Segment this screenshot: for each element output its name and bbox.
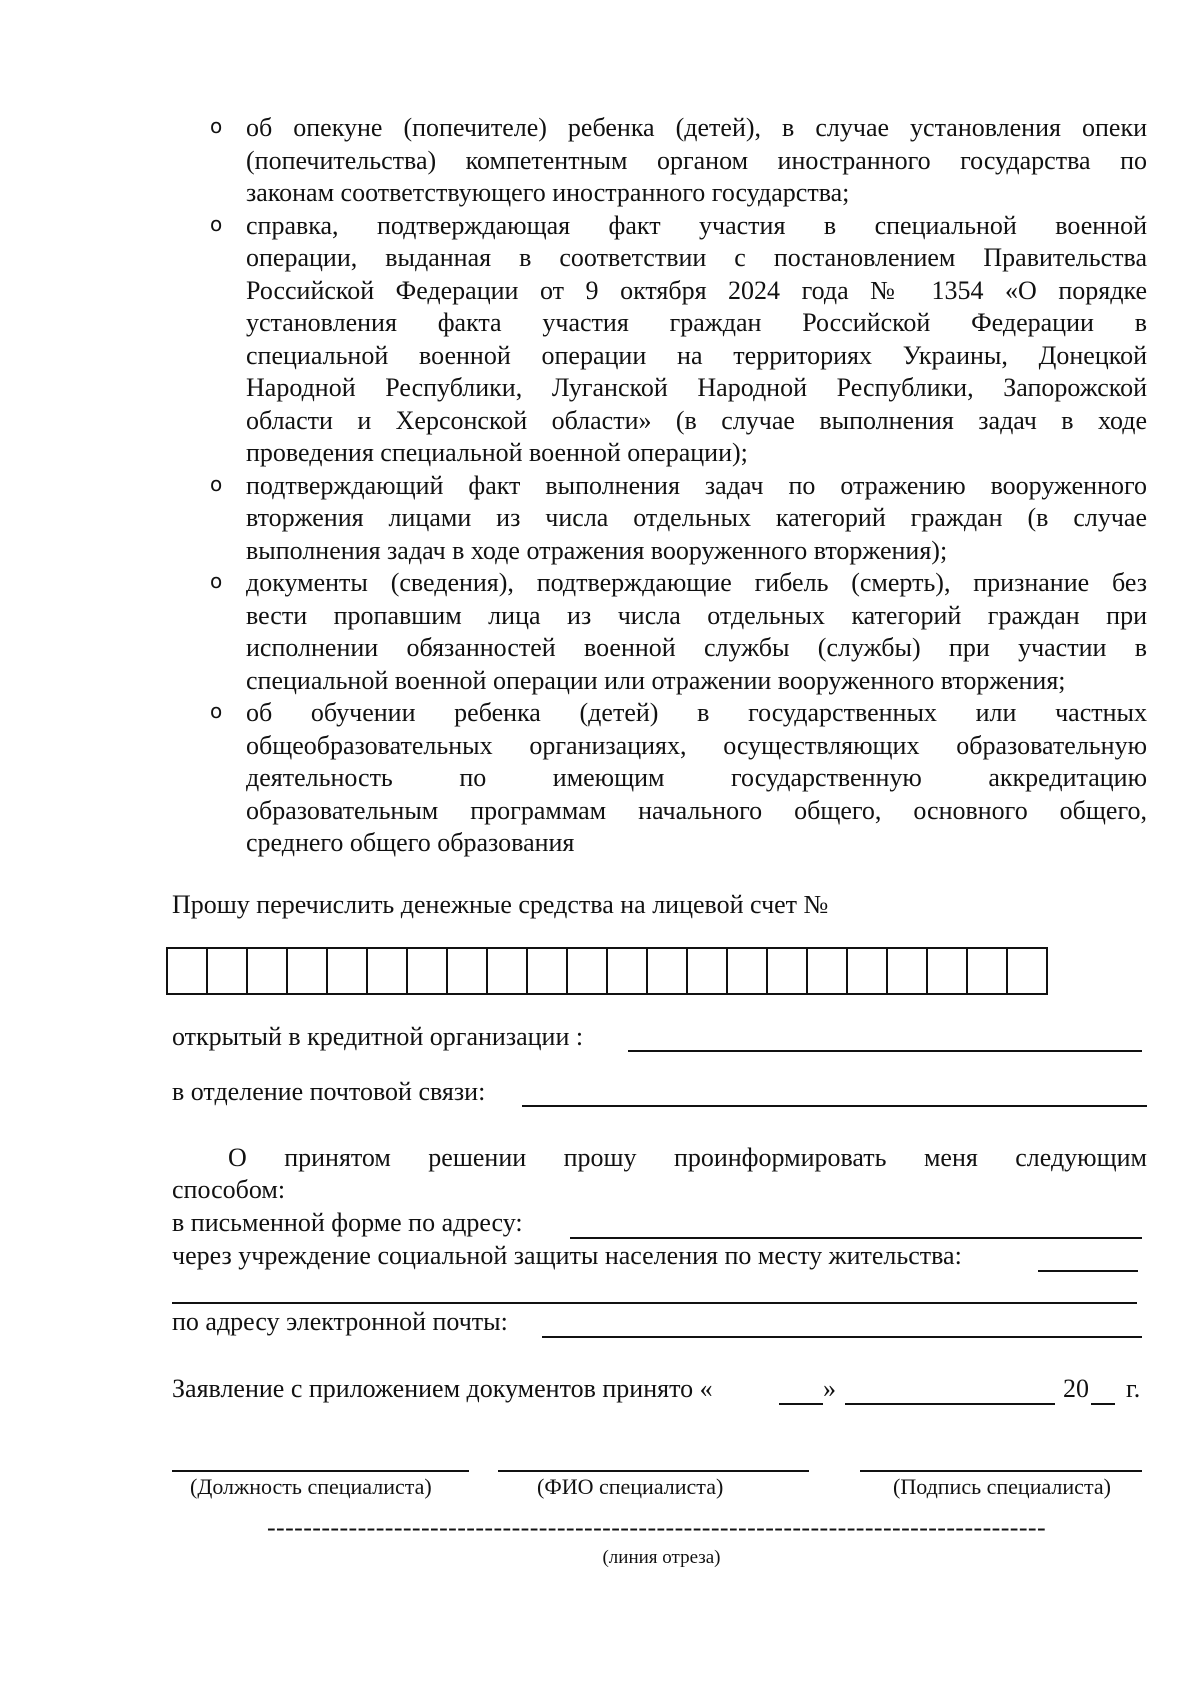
bullet-line: вторжения лицами из числа отдельных категорий граждан (в случае	[246, 503, 1147, 532]
bullet-line: Российской Федерации от 9 октября 2024 года № 1354 «О порядке	[246, 275, 1147, 305]
post-office-label: в отделение почтовой связи:	[172, 1077, 486, 1106]
bullet-line: исполнении обязанностей военной службы (службы) при участии в	[246, 633, 1147, 662]
account-digit-cell[interactable]	[367, 948, 407, 994]
bullet-line: об обучении ребенка (детей) в государственных или частных	[246, 698, 1147, 727]
account-digit-cell[interactable]	[927, 948, 967, 994]
account-digit-cell[interactable]	[287, 948, 327, 994]
account-digit-cell[interactable]	[767, 948, 807, 994]
account-digit-cell[interactable]	[567, 948, 607, 994]
bullet-line: (попечительства) компетентным органом иностранного государства по	[246, 145, 1147, 175]
account-digit-cell[interactable]	[727, 948, 767, 994]
position-signature-line[interactable]	[172, 1470, 469, 1472]
email-field[interactable]	[542, 1336, 1142, 1338]
account-digit-cell[interactable]	[407, 948, 447, 994]
post-office-field[interactable]	[522, 1105, 1147, 1107]
accepted-year-field[interactable]	[1091, 1403, 1115, 1405]
transfer-label: Прошу перечислить денежные средства на лицевой счет №	[172, 890, 829, 919]
account-digit-cell[interactable]	[607, 948, 647, 994]
bullet-line: об опекуне (попечителе) ребенка (детей), в случае установления опеки	[246, 113, 1147, 142]
account-digit-cell[interactable]	[687, 948, 727, 994]
bullet-text	[246, 112, 1147, 210]
account-digit-cell[interactable]	[447, 948, 487, 994]
bullet-line: деятельность по имеющим государственную аккредитацию	[246, 763, 1147, 792]
cut-line: --------------------------------------------------------------------------------------	[267, 1513, 1047, 1542]
bullet-marker: o	[210, 114, 223, 138]
bullet-line: среднего общего образования	[246, 828, 575, 857]
bullet-line: выполнения задач в ходе отражения вооруженного вторжения);	[246, 535, 948, 565]
bullet-line: специальной военной операции или отражении вооруженного вторжения;	[246, 665, 1066, 695]
bullet-line: вести пропавшим лица из числа отдельных категорий граждан при	[246, 600, 1147, 630]
account-digit-cell[interactable]	[847, 948, 887, 994]
bullet-line: документы (сведения), подтверждающие гибель (смерть), признание без	[246, 568, 1147, 597]
account-digit-cell[interactable]	[647, 948, 687, 994]
bullet-text	[246, 697, 1147, 860]
bullet-text	[246, 210, 1147, 470]
bullet-line: проведения специальной военной операции);	[246, 438, 748, 467]
credit-org-label: открытый в кредитной организации :	[172, 1022, 584, 1051]
bullet-line: справка, подтверждающая факт участия в специальной военной	[246, 210, 1147, 240]
bullet-line: области и Херсонской области» (в случае выполнения задач в ходе	[246, 405, 1147, 435]
account-digit-cell[interactable]	[887, 948, 927, 994]
written-address-field[interactable]	[570, 1237, 1142, 1239]
inform-line-1: О принятом решении прошу проинформировать меня следующим	[228, 1143, 1147, 1172]
bullet-marker: o	[210, 699, 223, 723]
social-protection-field-continued[interactable]	[172, 1302, 1137, 1304]
account-digit-cell[interactable]	[487, 948, 527, 994]
bullet-line: установления факта участия граждан Российской Федерации в	[246, 308, 1147, 337]
account-digit-cell[interactable]	[807, 948, 847, 994]
bullet-marker: o	[210, 471, 223, 496]
accepted-year-prefix: 20	[1063, 1374, 1089, 1403]
bullet-line: операции, выданная в соответствии с постановлением Правительства	[246, 243, 1147, 272]
accepted-month-field[interactable]	[845, 1403, 1055, 1405]
accepted-year-suffix: г.	[1126, 1374, 1141, 1403]
account-digit-cell[interactable]	[247, 948, 287, 994]
social-protection-field[interactable]	[1038, 1270, 1138, 1272]
bullet-marker: o	[210, 211, 223, 236]
accepted-day-field[interactable]	[779, 1403, 823, 1405]
account-number-grid	[166, 947, 1048, 995]
cut-line-label: (линия отреза)	[602, 1547, 721, 1568]
bullet-line: специальной военной операции на территориях Украины, Донецкой	[246, 340, 1147, 370]
bullet-line: общеобразовательных организациях, осуществляющих образовательную	[246, 730, 1147, 760]
signature-line[interactable]	[860, 1470, 1142, 1472]
bullet-line: Народной Республики, Луганской Народной Республики, Запорожской	[246, 373, 1147, 402]
inform-line-2: способом:	[172, 1175, 286, 1204]
inform-paragraph	[172, 1142, 1147, 1175]
social-protection-label: через учреждение социальной защиты населения по месту жительства:	[172, 1241, 962, 1270]
fio-signature-line[interactable]	[498, 1470, 809, 1472]
account-digit-cell[interactable]	[167, 948, 207, 994]
bullet-marker: o	[210, 569, 223, 593]
account-digit-cell[interactable]	[327, 948, 367, 994]
fio-caption: (ФИО специалиста)	[537, 1474, 724, 1499]
bullet-text	[246, 567, 1147, 697]
accepted-close-quote: »	[823, 1374, 836, 1403]
accepted-prefix: Заявление с приложением документов принято «	[172, 1374, 713, 1403]
bullet-line: подтверждающий факт выполнения задач по отражению вооруженного	[246, 470, 1147, 500]
email-label: по адресу электронной почты:	[172, 1307, 508, 1336]
bullet-line: образовательным программам начального общего, основного общего,	[246, 795, 1147, 825]
credit-org-field[interactable]	[628, 1050, 1142, 1052]
account-digit-cell[interactable]	[527, 948, 567, 994]
bullet-text	[246, 470, 1147, 568]
bullet-line: законам соответствующего иностранного государства;	[246, 178, 850, 207]
written-form-label: в письменной форме по адресу:	[172, 1208, 523, 1237]
account-digit-cell[interactable]	[1007, 948, 1047, 994]
account-digit-cell[interactable]	[967, 948, 1007, 994]
account-digit-cell[interactable]	[207, 948, 247, 994]
signature-caption: (Подпись специалиста)	[893, 1474, 1111, 1499]
position-caption: (Должность специалиста)	[190, 1474, 432, 1499]
